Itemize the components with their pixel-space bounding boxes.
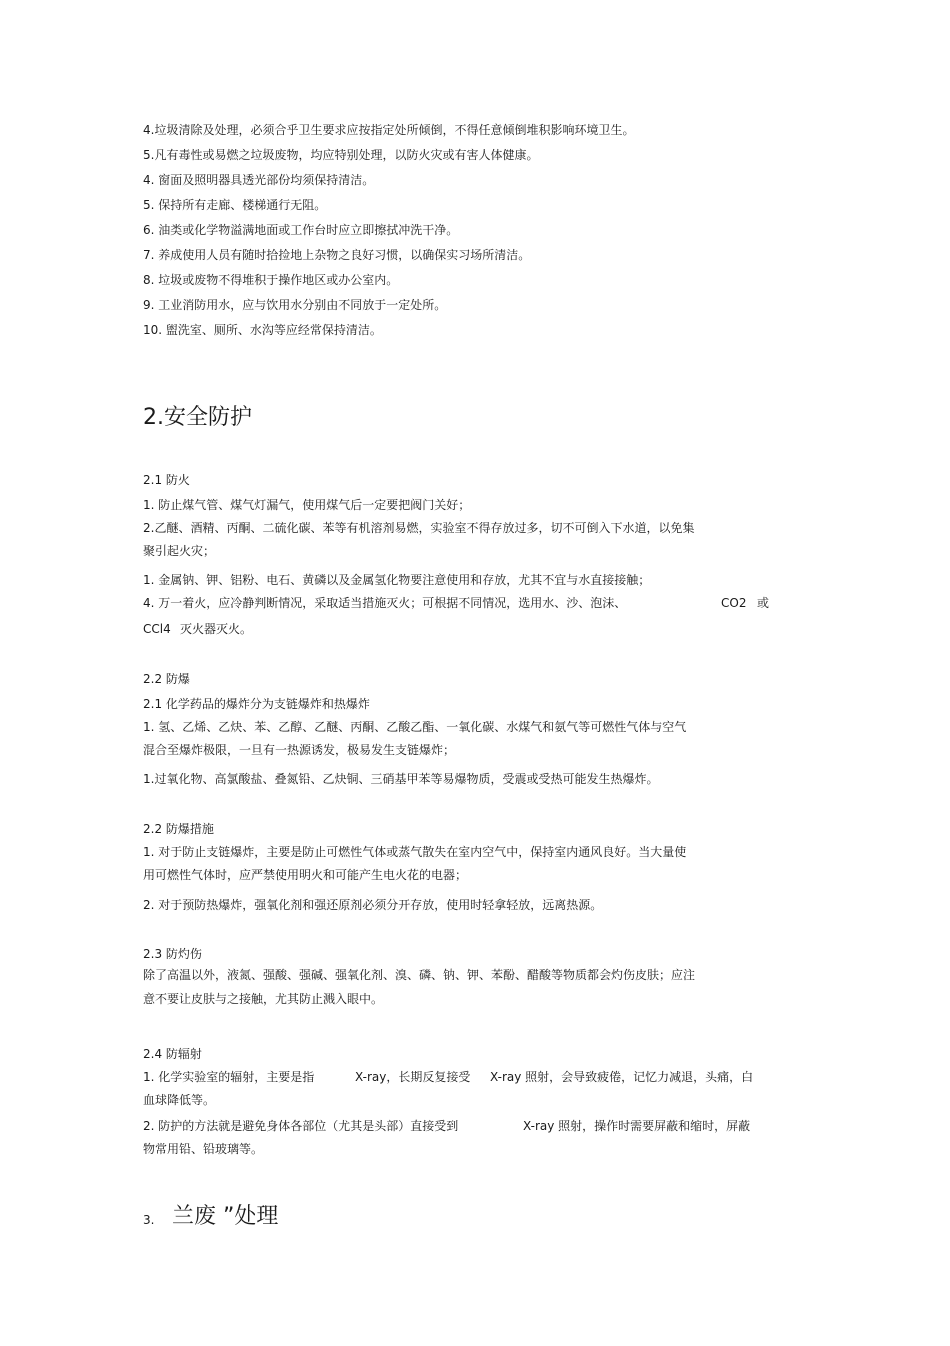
paragraph-fragment: X-ray 照射，操作时需要屏蔽和缩时，屏蔽 [523, 1119, 751, 1133]
list-item: 5.凡有毒性或易燃之垃圾废物，均应特别处理，以防火灾或有害人体健康。 [143, 148, 539, 162]
section-heading-safety: 2.安全防护 [143, 405, 252, 430]
paragraph-line: 1. 防止煤气管、煤气灯漏气，使用煤气后一定要把阀门关好； [143, 498, 471, 512]
or-text: 或 [757, 596, 770, 610]
paragraph-line: 聚引起火灾； [143, 544, 216, 558]
list-item: 10. 盥洗室、厕所、水沟等应经常保持清洁。 [143, 323, 382, 337]
co2-text: CO2 [721, 596, 747, 610]
paragraph-line: 除了高温以外，液氮、强酸、强碱、强氧化剂、溴、磷、钠、钾、苯酚、醋酸等物质都会灼伤皮肤；应注 [143, 968, 696, 982]
list-item: 6. 油类或化学物溢满地面或工作台时应立即擦拭冲洗干净。 [143, 223, 459, 237]
subsection-heading-explosion: 2.2 防爆 [143, 672, 190, 686]
list-item: 4. 窗面及照明器具透光部份均须保持清洁。 [143, 173, 375, 187]
paragraph-line: 灭火器灭火。 [180, 622, 253, 636]
paragraph-line: 意不要让皮肤与之接触，尤其防止溅入眼中。 [143, 992, 384, 1006]
subsection-heading-fire: 2.1 防火 [143, 473, 190, 487]
paragraph-line: 1. 对于防止支链爆炸，主要是防止可燃性气体或蒸气散失在室内空气中，保持室内通风良好。当大量使 [143, 845, 687, 859]
list-item: 7. 养成使用人员有随时拾捡地上杂物之良好习惯，以确保实习场所清洁。 [143, 248, 531, 262]
paragraph-line: 物常用铅、铅玻璃等。 [143, 1142, 264, 1156]
paragraph-line: 2.乙醚、酒精、丙酮、二硫化碳、苯等有机溶剂易燃，实验室不得存放过多，切不可倒入下水道，以免集 [143, 521, 695, 535]
paragraph-line: 2. 防护的方法就是避免身体各部位（尤其是头部）直接受到 [143, 1119, 459, 1133]
list-item: 9. 工业消防用水，应与饮用水分别由不同放于一定处所。 [143, 298, 447, 312]
subsection-heading-radiation: 2.4 防辐射 [143, 1047, 202, 1061]
subsection-heading-burns: 2.3 防灼伤 [143, 947, 202, 961]
list-item: 5. 保持所有走廊、楼梯通行无阻。 [143, 198, 327, 212]
paragraph-line: 混合至爆炸极限，一旦有一热源诱发，极易发生支链爆炸； [143, 743, 456, 757]
paragraph-line: 1. 氢、乙烯、乙炔、苯、乙醇、乙醚、丙酮、乙酸乙酯、一氧化碳、水煤气和氨气等可燃性气体与空气 [143, 720, 687, 734]
paragraph-line: 1.过氧化物、高氯酸盐、叠氮铅、乙炔铜、三硝基甲苯等易爆物质，受震或受热可能发生热爆炸。 [143, 772, 659, 786]
paragraph-line: 1. 金属钠、钾、铝粉、电石、黄磷以及金属氢化物要注意使用和存放，尤其不宜与水直接接触； [143, 573, 651, 587]
section-heading-waste: 兰废 ”处理 [172, 1204, 279, 1229]
list-item: 8. 垃圾或废物不得堆积于操作地区或办公室内。 [143, 273, 399, 287]
paragraph-fragment: X-ray 照射，会导致疲倦，记忆力减退，头痛，白 [490, 1070, 754, 1084]
ccl4-text: CCl4 [143, 622, 171, 636]
list-item: 4.垃圾清除及处理，必须合乎卫生要求应按指定处所倾倒，不得任意倾倒堆积影响环境卫生。 [143, 123, 635, 137]
paragraph-fragment: X-ray，长期反复接受 [355, 1070, 471, 1084]
section-number: 3. [143, 1213, 155, 1227]
paragraph-line: 2. 对于预防热爆炸，强氧化剂和强还原剂必须分开存放，使用时轻拿轻放，远离热源。 [143, 898, 603, 912]
paragraph-line: 4. 万一着火，应冷静判断情况，采取适当措施灭火；可根据不同情况，选用水、沙、泡沫、 [143, 596, 627, 610]
paragraph-line: 血球降低等。 [143, 1093, 216, 1107]
subsection-subheading: 2.1 化学药品的爆炸分为支链爆炸和热爆炸 [143, 697, 370, 711]
subsection-heading-measures: 2.2 防爆措施 [143, 822, 214, 836]
paragraph-line: 1. 化学实验室的辐射，主要是指 [143, 1070, 315, 1084]
paragraph-line: 用可燃性气体时，应严禁使用明火和可能产生电火花的电器； [143, 868, 468, 882]
